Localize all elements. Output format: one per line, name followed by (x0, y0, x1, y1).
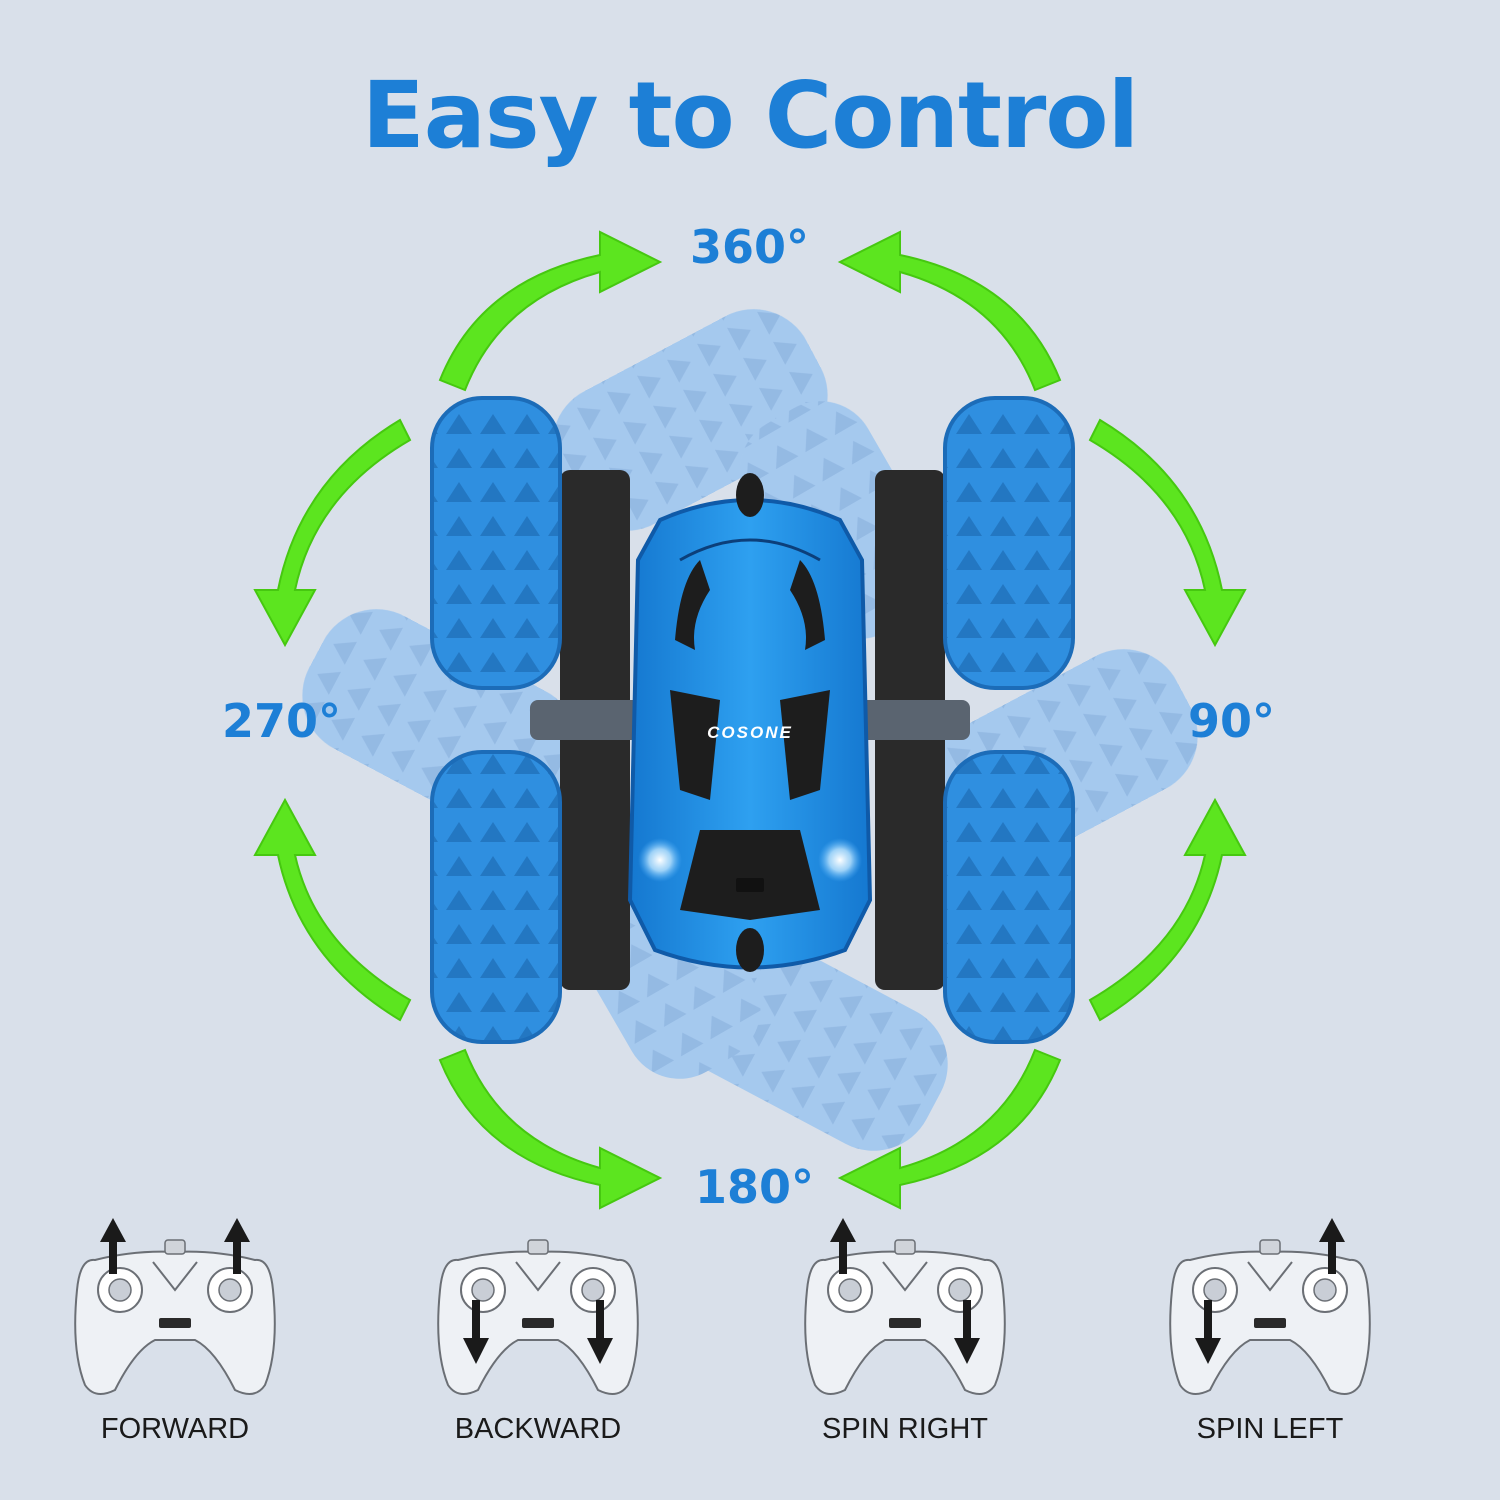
car-body (630, 473, 870, 972)
page-title: Easy to Control (361, 62, 1139, 169)
control-label-spin-right: SPIN RIGHT (822, 1413, 988, 1445)
degree-180-label: 180° (695, 1160, 815, 1214)
curved-arrow-icon (840, 232, 1060, 390)
control-label-spin-left: SPIN LEFT (1196, 1413, 1344, 1445)
curved-arrow-icon (1090, 420, 1245, 645)
curved-arrow-icon (255, 800, 410, 1020)
degree-90-label: 90° (1188, 694, 1276, 748)
degree-270-label: 270° (222, 694, 342, 748)
curved-arrow-icon (1090, 800, 1245, 1020)
curved-arrow-icon (440, 232, 660, 390)
control-label-forward: FORWARD (100, 1413, 250, 1445)
curved-arrow-icon (440, 1050, 660, 1208)
brand-logo: COSONE (707, 723, 793, 742)
control-label-backward: BACKWARD (454, 1413, 622, 1445)
degree-360-label: 360° (690, 220, 810, 274)
